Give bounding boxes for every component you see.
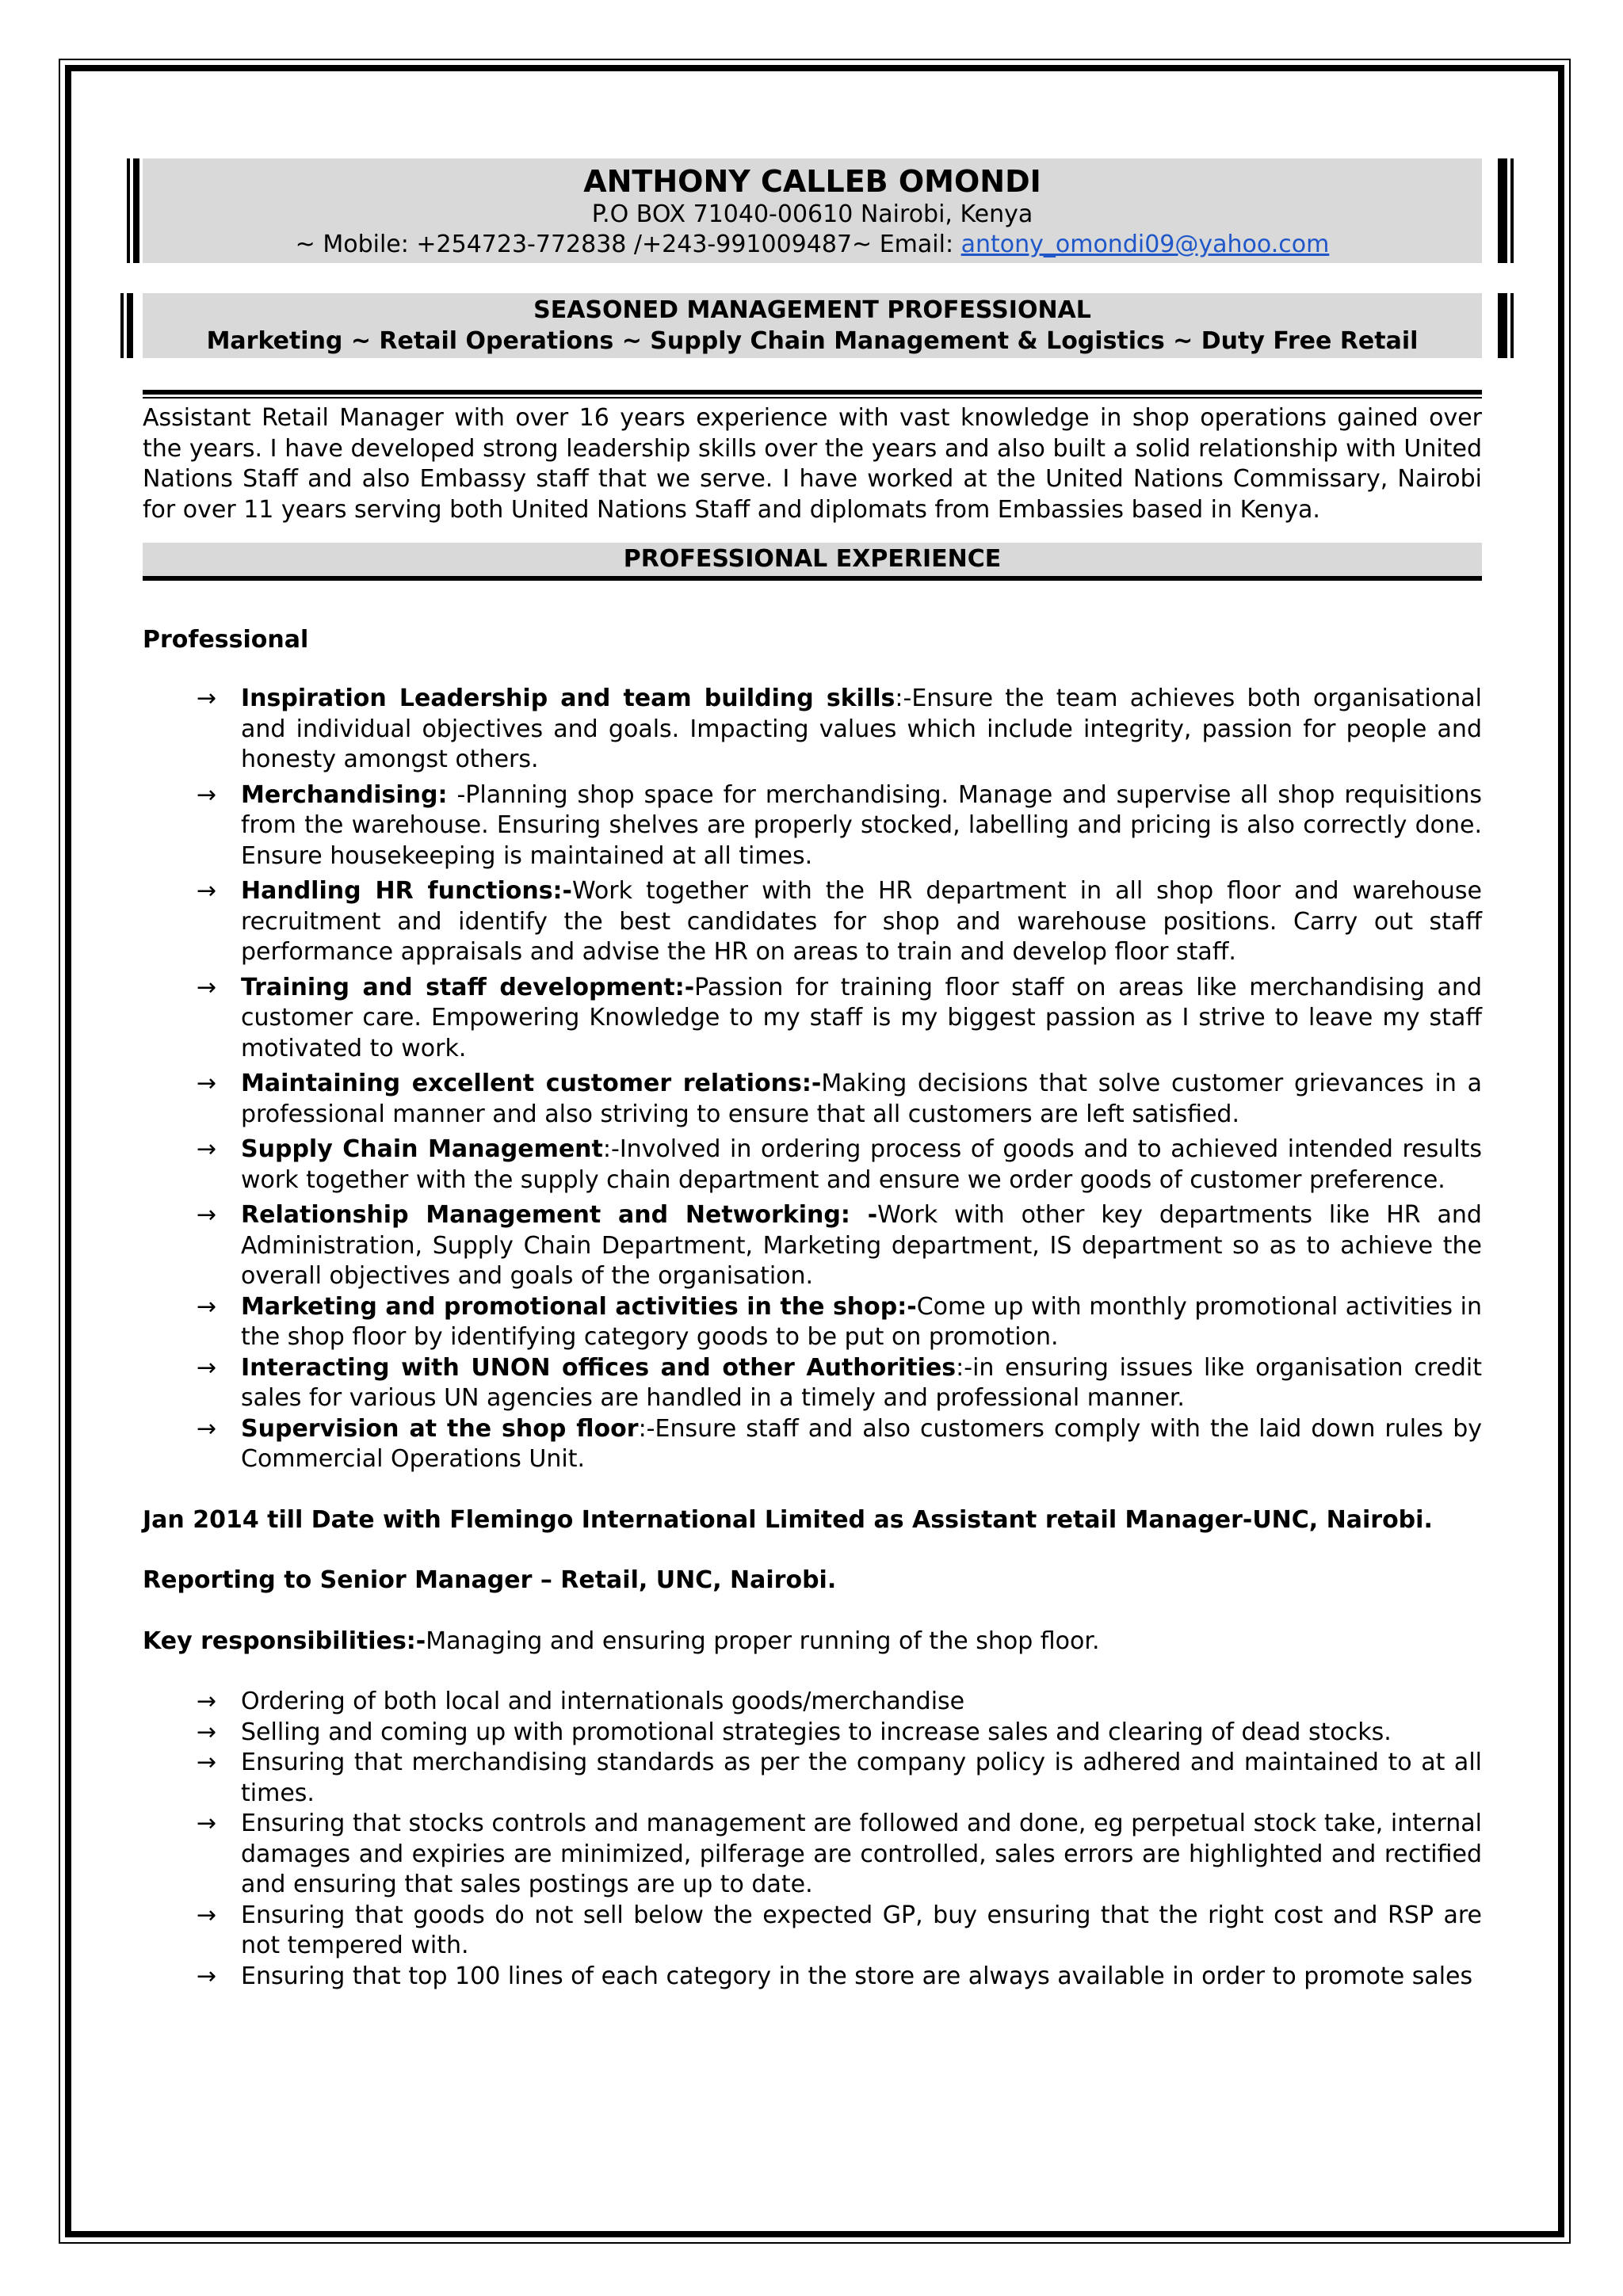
responsibility-text: Selling and coming up with promotional strategies to increase sales and clearing of dead stocks.	[241, 1718, 1392, 1746]
skill-text: -Planning shop space for merchandising. Manage and supervise all shop requisitions from the warehouse. Ensuring shelves are properly stocked, labelling and pricing is also correctly done. Ensure housekeeping is maintained at all times.	[241, 780, 1482, 870]
divider-thick	[143, 390, 1482, 395]
arrow-bullet-icon: →	[197, 1749, 217, 1776]
list-item	[143, 1962, 1482, 1993]
arrow-bullet-icon: →	[197, 973, 217, 1001]
arrow-bullet-icon: →	[197, 1414, 217, 1443]
list-item	[143, 1748, 1482, 1809]
header-left-bar	[127, 158, 130, 263]
skill-title: Inspiration Leadership and team building skills	[241, 685, 896, 712]
contact-phones: ~ Mobile: +254723-772838 /+243-991009487~ Email:	[295, 231, 961, 258]
responsibility-text: Ensuring that top 100 lines of each category in the store are always available in order to promote sales	[241, 1962, 1473, 1990]
postal-address: P.O BOX 71040-00610 Nairobi, Kenya	[591, 200, 1033, 228]
list-item	[143, 1414, 1482, 1475]
band-right-bar	[1498, 293, 1507, 358]
profile-title: SEASONED MANAGEMENT PROFESSIONAL	[533, 296, 1091, 324]
arrow-bullet-icon: →	[197, 1353, 217, 1382]
key-responsibilities	[143, 1627, 1482, 1657]
section-heading-experience: PROFESSIONAL EXPERIENCE	[143, 543, 1482, 576]
list-item	[143, 1292, 1482, 1353]
arrow-bullet-icon: →	[197, 780, 217, 809]
responsibility-text: Ensuring that merchandising standards as per the company policy is adhered and maintained to at all times.	[241, 1749, 1482, 1807]
responsibilities-list	[143, 1687, 1482, 1992]
candidate-name: ANTHONY CALLEB OMONDI	[583, 164, 1041, 199]
list-item	[143, 1135, 1482, 1196]
skill-title: Merchandising:	[241, 780, 448, 809]
resume-content	[143, 158, 1482, 1992]
header-right-bar	[1498, 158, 1507, 263]
skill-title: Supply Chain Management	[241, 1135, 603, 1163]
reporting-text: Reporting to Senior Manager – Retail, UNC, Nairobi.	[143, 1566, 837, 1594]
profile-band	[143, 293, 1482, 358]
skill-text: Come up with monthly promotional activities in the shop floor by identifying category goods to be put on promotion.	[241, 1292, 1482, 1351]
reporting-line	[143, 1566, 1482, 1596]
contact-line	[143, 230, 1482, 260]
list-item	[143, 1809, 1482, 1901]
skill-title: Training and staff development:-	[241, 973, 695, 1001]
skill-text: Making decisions that solve customer grievances in a professional manner and also striving to ensure that all customers are left satisfied.	[241, 1070, 1483, 1128]
profile-summary: Assistant Retail Manager with over 16 years experience with vast knowledge in shop operations gained over the years. I have developed strong leadership skills over the years and also built a solid relationship with United Nations Staff and also Embassy staff that we serve. I have worked at the United Nations Commissary, Nairobi for over 11 years serving both United Nations Staff and diplomats from Embassies based in Kenya.	[143, 404, 1482, 524]
skill-title: Interacting with UNON offices and other Authorities	[241, 1353, 957, 1382]
responsibility-text: Ordering of both local and internationals goods/merchandise	[241, 1688, 965, 1715]
skill-title: Relationship Management and Networking: -	[241, 1201, 878, 1229]
skill-text: Work with other key departments like HR and Administration, Supply Chain Department, Marketing department, IS department so as to achieve the overall objectives and goals of the organisation.	[241, 1201, 1482, 1290]
list-item	[143, 973, 1482, 1065]
responsibility-text: Ensuring that stocks controls and management are followed and done, eg perpetual stock take, internal damages and expiries are minimized, pilferage are controlled, sales errors are highlighted and rectified and ensuring that sales postings are up to date.	[241, 1810, 1482, 1898]
arrow-bullet-icon: →	[197, 1901, 217, 1929]
skill-text: :-Ensure staff and also customers comply with the laid down rules by Commercial Operations Unit.	[241, 1414, 1483, 1473]
arrow-bullet-icon: →	[197, 1292, 217, 1321]
list-item	[143, 1353, 1482, 1414]
email-link[interactable]: antony_omondi09@yahoo.com	[960, 231, 1330, 258]
list-item	[143, 1718, 1482, 1749]
list-item	[143, 1901, 1482, 1962]
skill-title: Handling HR functions:-	[241, 877, 573, 905]
key-responsibilities-label: Key responsibilities:-	[143, 1627, 426, 1655]
arrow-bullet-icon: →	[197, 1688, 217, 1715]
skill-title: Marketing and promotional activities in the shop:-	[241, 1292, 917, 1321]
list-item	[143, 1069, 1482, 1130]
skills-list	[143, 684, 1482, 1475]
skill-text: :-Ensure the team achieves both organisational and individual objectives and goals. Impacting values which include integrity, passion for people and honesty amongst others.	[241, 685, 1482, 773]
arrow-bullet-icon: →	[197, 1810, 217, 1837]
band-left-bar	[120, 293, 124, 358]
key-responsibilities-text: Managing and ensuring proper running of the shop floor.	[426, 1627, 1100, 1655]
list-item	[143, 876, 1482, 968]
list-item	[143, 780, 1482, 872]
skill-text: Work together with the HR department in all shop floor and warehouse recruitment and identify the best candidates for shop and warehouse positions. Carry out staff performance appraisals and advise the HR on areas to train and develop floor staff.	[241, 877, 1482, 966]
responsibility-text: Ensuring that goods do not sell below the expected GP, buy ensuring that the right cost and RSP are not tempered with.	[241, 1901, 1482, 1959]
arrow-bullet-icon: →	[197, 1201, 217, 1229]
arrow-bullet-icon: →	[197, 1135, 217, 1163]
list-item	[143, 1200, 1482, 1292]
divider-thin	[143, 397, 1482, 399]
job-title-line: Jan 2014 till Date with Flemingo International Limited as Assistant retail Manager-UNC, Nairobi.	[143, 1505, 1433, 1534]
list-item	[143, 684, 1482, 776]
skill-title: Supervision at the shop floor	[241, 1414, 639, 1443]
list-item	[143, 1687, 1482, 1718]
skill-title: Maintaining excellent customer relations:-	[241, 1070, 822, 1097]
job-line	[143, 1505, 1482, 1536]
skill-text: :-Involved in ordering process of goods and to achieved intended results work together with the supply chain department and ensure we order goods of customer preference.	[241, 1135, 1482, 1194]
arrow-bullet-icon: →	[197, 1718, 217, 1746]
arrow-bullet-icon: →	[197, 1962, 217, 1990]
arrow-bullet-icon: →	[197, 685, 217, 712]
resume-header	[143, 158, 1482, 263]
arrow-bullet-icon: →	[197, 877, 217, 905]
arrow-bullet-icon: →	[197, 1070, 217, 1097]
skill-text: Passion for training floor staff on areas like merchandising and customer care. Empowering Knowledge to my staff is my biggest passion as I strive to leave my staff motivated to work.	[241, 973, 1482, 1062]
profile-specialties: Marketing ~ Retail Operations ~ Supply Chain Management & Logistics ~ Duty Free Retail	[206, 326, 1419, 355]
subheading-professional: Professional	[143, 625, 309, 654]
skill-text: :-in ensuring issues like organisation credit sales for various UN agencies are handled in a timely and professional manner.	[241, 1353, 1482, 1412]
